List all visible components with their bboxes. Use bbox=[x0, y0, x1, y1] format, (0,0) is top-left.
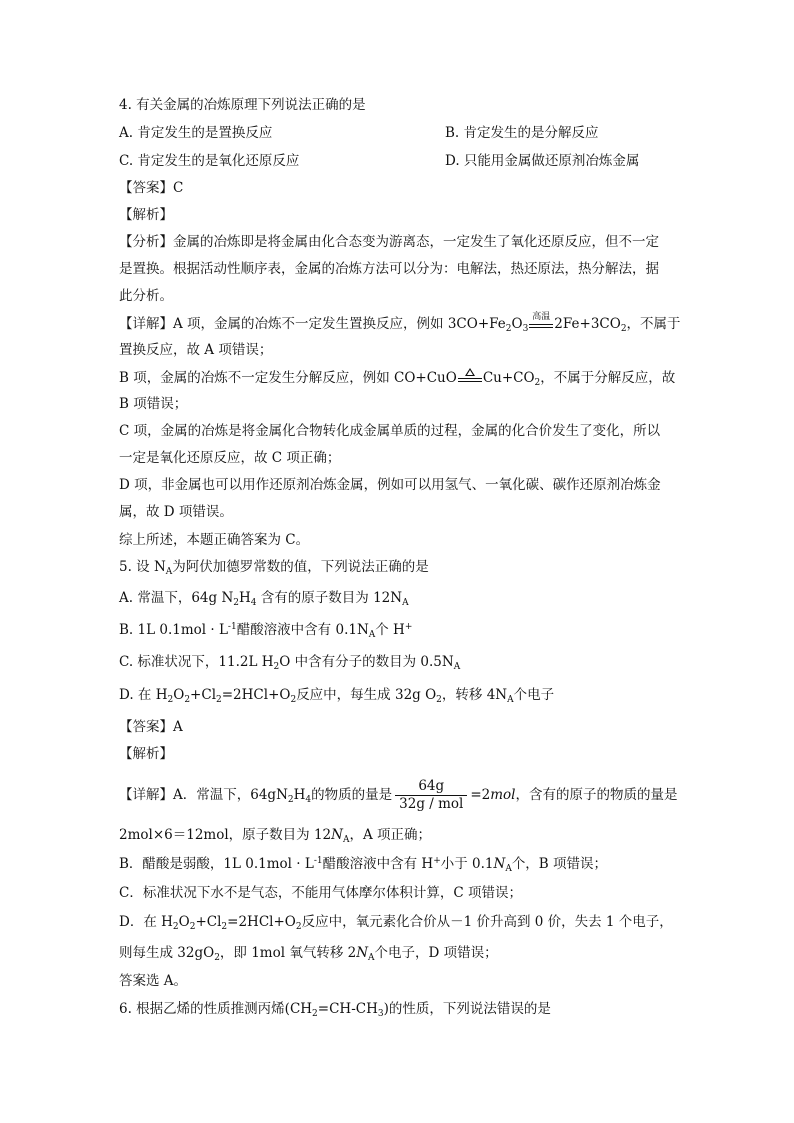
q4-fenxi-line3: 此分析。 bbox=[119, 288, 173, 304]
q6-stem: 6. 根据乙烯的性质推测丙烯$(CH_2=CH-CH_3)$的性质，下列说法错误的是 bbox=[119, 1001, 551, 1019]
q5-stem: 5. 设 $N_A$为阿伏加德罗常数的值，下列说法正确的是 bbox=[119, 559, 429, 577]
q5-option-c: C. 标准状况下，11.2L $H_2O$ 中含有分子的数目为 $0.5N_A$ bbox=[119, 654, 461, 672]
q4-detail-c-line2: 一定是氧化还原反应，故 C 项正确； bbox=[119, 450, 341, 466]
answer-tag: 【答案】 bbox=[119, 180, 173, 196]
q4-detail-b-line1: B 项，金属的冶炼不一定发生分解反应，例如 CO+CuO $Cu+CO_2$，不属于分解反应，故 bbox=[119, 370, 676, 388]
q5-detail-d-line1: D．在 $H_2O_2+Cl_2=2HCl+O_2$反应中，氧元素化合价从－1 价升高到 0 价，失去 1 个电子， bbox=[119, 914, 673, 932]
q4-detail-b-line2: B 项错误； bbox=[119, 396, 188, 412]
q5-detail-b: B．醋酸是弱酸，1L $0.1mol \cdot L^{-1}$醋酸溶液中含有 H+小于 $0.1N_A$个，B 项错误； bbox=[119, 856, 608, 874]
detail-tag: 【详解】 bbox=[119, 787, 173, 803]
answer-value: A bbox=[173, 719, 183, 735]
molar-fraction: $\frac{64g}{\text{32g / mol}}$ bbox=[395, 778, 467, 813]
q4-detail-d-line2: 属，故 D 项错误。 bbox=[119, 504, 233, 520]
detail-tag: 【详解】 bbox=[119, 316, 173, 332]
heating-triangle-condition bbox=[457, 368, 483, 386]
fenxi-tag: 【分析】 bbox=[119, 234, 173, 250]
q4-option-c: C. 肯定发生的是氧化还原反应 bbox=[119, 153, 300, 169]
q5-answer bbox=[119, 718, 183, 736]
q4-detail-a-line1: 【详解】A 项，金属的冶炼不一定发生置换反应，例如 $3CO+Fe_2O_3$ 高温 $2Fe+3CO_2$，不属于 bbox=[119, 312, 681, 334]
q4-summary: 综上所述，本题正确答案为 C。 bbox=[119, 532, 310, 548]
q4-answer bbox=[119, 179, 183, 197]
q5-detail-c: C．标准状况下水不是气态，不能用气体摩尔体积计算，C 项错误； bbox=[119, 885, 522, 901]
q4-option-b: B. 肯定发生的是分解反应 bbox=[445, 125, 599, 141]
answer-value: C bbox=[173, 180, 184, 196]
answer-tag: 【答案】 bbox=[119, 719, 173, 735]
q5-option-a: A. 常温下，64g $N_2H_4$ 含有的原子数目为 $12N_A$ bbox=[119, 590, 409, 608]
q5-analysis-tag: 【解析】 bbox=[119, 746, 173, 762]
q4-detail-d-line1: D 项，非金属也可以用作还原剂冶炼金属，例如可以用氢气、一氧化碳、碳作还原剂冶炼金 bbox=[119, 477, 661, 493]
q5-detail-a-line2: 2mol×6＝12mol，原子数目为 $12N_A$，A 项正确； bbox=[119, 827, 431, 845]
q4-stem: 4. 有关金属的冶炼原理下列说法正确的是 bbox=[119, 97, 366, 113]
q5-detail-d-line2: 则每生成 $32gO_2$，即 1mol 氧气转移 $2N_A$个电子，D 项错误； bbox=[119, 945, 498, 963]
high-temperature-condition: 高温 bbox=[528, 314, 554, 332]
q4-option-a: A. 肯定发生的是置换反应 bbox=[119, 125, 273, 141]
q5-option-b: B. 1L $0.1mol \cdot L^{-1}$醋酸溶液中含有 $0.1N_A$个 H+ bbox=[119, 622, 413, 640]
q5-detail-a-line1: 【详解】A．常温下，$64gN_2H_4$的物质的量是 $\frac{64g}{\text{32g / mol}}$ =2mol，含有的原子的物质的量是 bbox=[119, 778, 678, 812]
q4-detail-a-line2: 置换反应，故 A 项错误； bbox=[119, 342, 273, 358]
q4-fenxi-line1: 【分析】金属的冶炼即是将金属由化合态变为游离态，一定发生了氧化还原反应，但不一定 bbox=[119, 234, 659, 250]
q4-option-d: D. 只能用金属做还原剂冶炼金属 bbox=[445, 153, 640, 169]
q5-final-answer: 答案选 A。 bbox=[119, 973, 188, 989]
q5-option-d: D. 在 $H_2O_2+Cl_2=2HCl+O_2$反应中，每生成 32g $O_2$，转移 $4N_A$个电子 bbox=[119, 687, 555, 705]
q4-analysis-tag: 【解析】 bbox=[119, 207, 173, 223]
q4-detail-c-line1: C 项，金属的冶炼是将金属化合物转化成金属单质的过程，金属的化合价发生了变化，所以 bbox=[119, 423, 661, 439]
q4-fenxi-line2: 是置换。根据活动性顺序表，金属的冶炼方法可以分为：电解法，热还原法，热分解法，据 bbox=[119, 261, 659, 277]
